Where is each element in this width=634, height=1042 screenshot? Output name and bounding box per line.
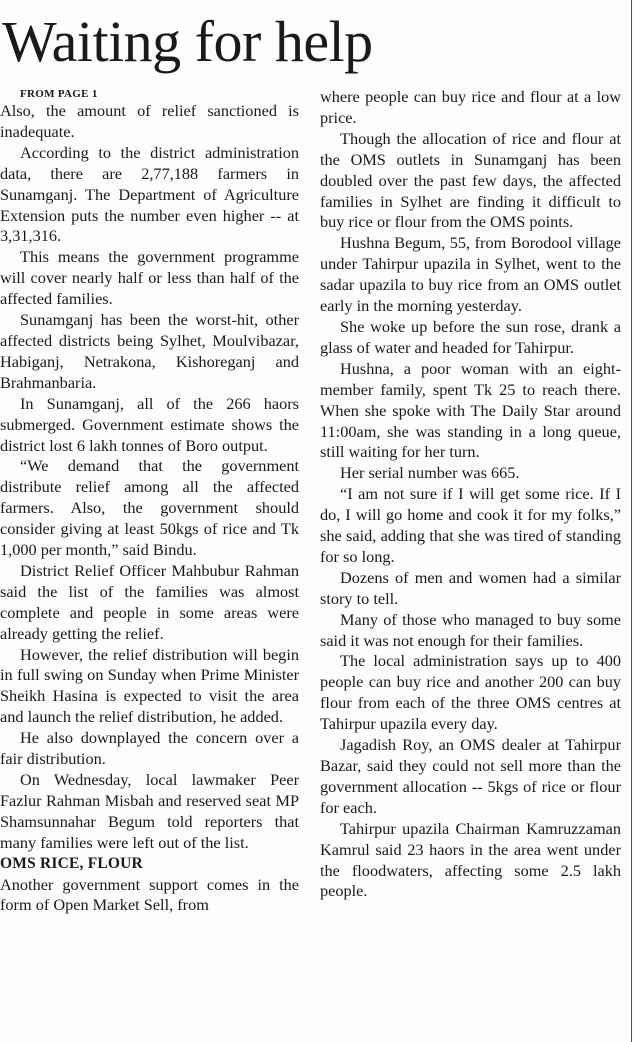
headline: Waiting for help — [2, 9, 373, 74]
paragraph: “I am not sure if I will get some rice. If I do, I will go home and cook it for my folks,” she said, adding that she was tired of standing for so long. — [320, 484, 621, 566]
paragraph: She woke up before the sun rose, drank a glass of water and headed for Tahirpur. — [320, 316, 621, 357]
paragraph: Many of those who managed to buy some said it was not enough for their families. — [320, 609, 621, 650]
paragraph: However, the relief distribution will begin in full swing on Sunday when Prime Minister Sheikh Hasina is expected to visit the area and launch the relief distribution, he added. — [0, 644, 299, 727]
paragraph: This means the government programme will cover nearly half or less than half of the affected families. — [0, 247, 299, 309]
paragraph: Sunamganj has been the worst-hit, other affected districts being Sylhet, Moulvibazar, Habiganj, Netrakona, Kishoreganj and Brahmanbaria. — [0, 310, 299, 392]
paragraph: In Sunamganj, all of the 266 haors submerged. Government estimate shows the district lost 6 lakh tonnes of Boro output. — [0, 393, 299, 455]
paragraph: Though the allocation of rice and flour at the OMS outlets in Sunamganj has been doubled over the past few days, the affected families in Sylhet are finding it difficult to buy rice or flour from the OMS points. — [320, 128, 621, 232]
from-page-label: FROM PAGE 1 — [20, 88, 98, 100]
paragraph: On Wednesday, local lawmaker Peer Fazlur Rahman Misbah and reserved seat MP Shamsunnahar Begum told reporters that many families were left out of the list. — [0, 770, 299, 852]
article-column-2 — [320, 87, 621, 902]
paragraph: Jagadish Roy, an OMS dealer at Tahirpur Bazar, said they could not sell more than the government allocation -- 5kgs of rice or flour for each. — [320, 735, 621, 817]
subhead: OMS RICE, FLOUR — [0, 854, 143, 872]
paragraph: where people can buy rice and flour at a low price. — [320, 87, 621, 127]
paragraph: Also, the amount of relief sanctioned is inadequate. — [0, 101, 299, 141]
paragraph: Hushna, a poor woman with an eight-member family, spent Tk 25 to reach there. When she spoke with The Daily Star around 11:00am, she was standing in a long queue, still waiting for her turn. — [320, 358, 621, 462]
paragraph: The local administration says up to 400 people can buy rice and another 200 can buy flour from each of the three OMS centres at Tahirpur upazila every day. — [320, 651, 621, 734]
paragraph: According to the district administration data, there are 2,77,188 farmers in Sunamganj. The Department of Agriculture Extension puts the number even higher -- at 3,31,316. — [0, 142, 299, 246]
paragraph: Dozens of men and women had a similar story to tell. — [320, 567, 621, 608]
paragraph: Hushna Begum, 55, from Borodool village under Tahirpur upazila in Sylhet, went to the sadar upazila to buy rice from an OMS outlet early in the morning yesterday. — [320, 233, 621, 316]
paragraph: Another government support comes in the form of Open Market Sell, from — [0, 874, 299, 915]
paragraph: “We demand that the government distribute relief among all the affected farmers. Also, the government should consider giving at least 50kgs of rice and Tk 1,000 per month,” said Bindu. — [0, 456, 299, 560]
column-rule — [631, 0, 632, 1042]
paragraph: Her serial number was 665. — [340, 463, 520, 483]
article-column-1 — [0, 87, 299, 916]
paragraph: Tahirpur upazila Chairman Kamruzzaman Kamrul said 23 haors in the area went under the floodwaters, affecting some 2.5 lakh people. — [320, 818, 621, 901]
paragraph: District Relief Officer Mahbubur Rahman said the list of the families was almost complete and people in some areas were already getting the relief. — [0, 560, 299, 643]
paragraph: He also downplayed the concern over a fair distribution. — [0, 728, 299, 769]
